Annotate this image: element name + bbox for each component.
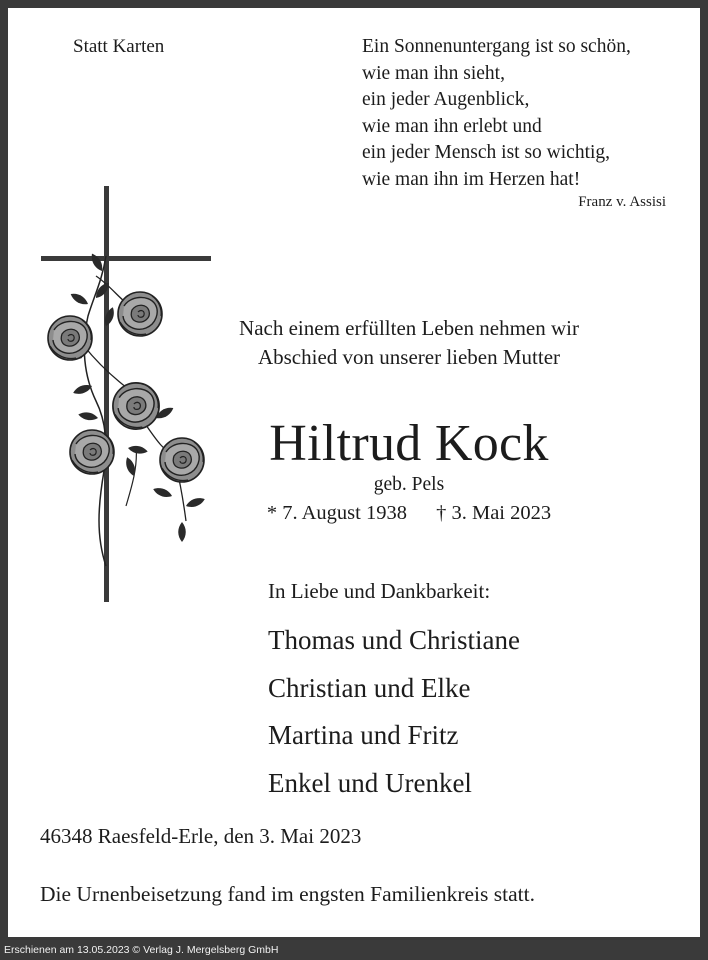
poem-line: wie man ihn erlebt und: [362, 115, 542, 137]
family-list: [268, 617, 520, 807]
obituary-card: [8, 8, 700, 937]
death-date: † 3. Mai 2023: [436, 502, 552, 524]
place-date: 46348 Raesfeld-Erle, den 3. Mai 2023: [40, 824, 362, 848]
intro-line: Nach einem erfüllten Leben nehmen wir: [239, 316, 579, 340]
burial-note: Die Urnenbeisetzung fand im engsten Familienkreis statt.: [40, 882, 535, 906]
poem-line: wie man ihn sieht,: [362, 62, 505, 84]
life-dates: [178, 502, 640, 525]
family-member: Martina und Fritz: [268, 720, 459, 750]
family-member: Enkel und Urenkel: [268, 767, 472, 798]
family-member: Christian und Elke: [268, 672, 471, 703]
poem-line: wie man ihn im Herzen hat!: [362, 168, 581, 190]
publication-footer: Erschienen am 13.05.2023 © Verlag J. Mergelsberg GmbH: [4, 944, 279, 956]
intro-line: Abschied von unserer lieben Mutter: [257, 345, 561, 369]
intro-text: [178, 314, 640, 372]
poem-line: ein jeder Augenblick,: [362, 89, 530, 110]
birth-date: * 7. August 1938: [266, 502, 407, 524]
maiden-name: geb. Pels: [373, 474, 445, 495]
dankbarkeit-heading: In Liebe und Dankbarkeit:: [268, 579, 491, 603]
poem-line: ein jeder Mensch ist so wichtig,: [362, 142, 611, 163]
family-member: Thomas und Christiane: [268, 625, 520, 655]
poem-author: Franz v. Assisi: [578, 194, 666, 210]
deceased-name: Hiltrud Kock: [269, 415, 549, 472]
poem-line: Ein Sonnenuntergang ist so schön,: [362, 36, 631, 57]
cross-with-roses-icon: [36, 186, 216, 606]
poem: [362, 34, 631, 193]
statt-karten-label: Statt Karten: [73, 36, 165, 57]
